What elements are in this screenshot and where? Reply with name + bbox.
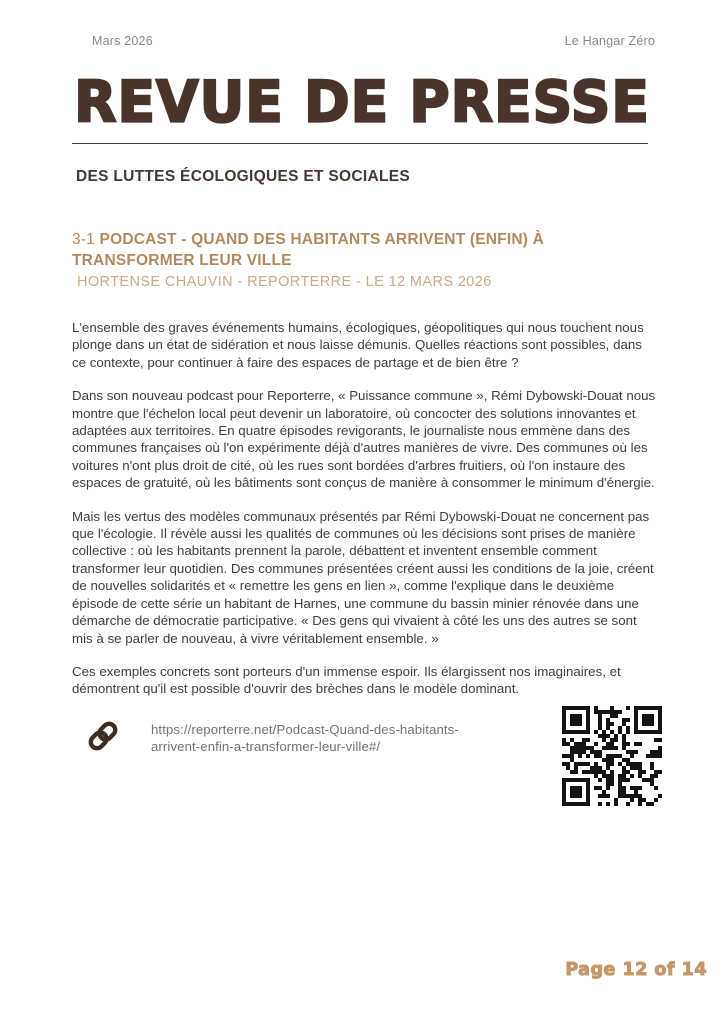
article-number: 3-1	[72, 231, 96, 248]
page-header	[0, 0, 724, 48]
article-url[interactable]	[151, 714, 459, 756]
article-body	[72, 319, 657, 698]
article-title: PODCAST - QUAND DES HABITANTS ARRIVENT (ENFIN) À TRANSFORMER LEUR VILLE	[72, 231, 544, 269]
header-organization: Le Hangar Zéro	[564, 34, 655, 48]
article-url-line2[interactable]: arrivent-enfin-a-transformer-leur-ville#/	[151, 739, 381, 755]
masthead-title: REVUE DE PRESSE	[74, 68, 650, 136]
chain-link-icon	[84, 714, 122, 758]
article-url-line1[interactable]: https://reporterre.net/Podcast-Quand-des-habitants-	[151, 721, 459, 737]
article-heading	[72, 229, 584, 271]
paragraph: L'ensemble des graves événements humains, écologiques, géopolitiques qui nous touchent nous plonge dans un état de sidération et nous laisse démunis. Quelles réactions sont possibles, dans ce contexte, pour continuer à faire des espaces de partage et de bien être ?	[72, 320, 644, 370]
page-number: Page 12 of 14	[565, 960, 707, 980]
paragraph: Dans son nouveau podcast pour Reporterre, « Puissance commune », Rémi Dybowski-Douat nous montre que l'échelon local peut devenir un laboratoire, où concocter des solutions innovantes et adaptées aux territoires. En quatre épisodes revigorants, le journaliste nous emmène dans des communes françaises où l'on expérimente déjà d'autres manières de vivre. Des communes où les voitures n'ont plus droit de cité, où les rues sont bordées d'arbres fruitiers, où l'on instaure des espaces de gratuité, où les bâtiments sont conçus de manière à consommer le minimum d'énergie.	[72, 388, 656, 491]
qr-code	[560, 704, 664, 808]
masthead-tagline: DES LUTTES ÉCOLOGIQUES ET SOCIALES	[76, 168, 411, 185]
paragraph: Ces exemples concrets sont porteurs d'un immense espoir. Ils élargissent nos imaginaires, et démontrent qu'il est possible d'ouvrir des brèches dans le modèle dominant.	[72, 663, 621, 697]
header-date: Mars 2026	[92, 34, 153, 48]
article-byline: HORTENSE CHAUVIN - REPORTERRE - LE 12 MARS 2026	[77, 274, 492, 290]
paragraph: Mais les vertus des modèles communaux présentés par Rémi Dybowski-Douat ne concernent pas que l'écologie. Il révèle aussi les qualités de communes où les décisions sont prises de manière collective : où les habitants prennent la parole, débattent et inventent ensemble comment transformer leur quotidien. Des communes présentées créent aussi les conditions de la joie, créent de nouvelles solidarités et « remettre les gens en lien », comme l'explique dans le deuxième épisode de cette série un habitant de Harnes, une commune du bassin minier rénovée dans une démarche de démocratie participative. « Des gens qui vivaient à côté les uns des autres se sont mis à se parler de nouveau, à vivre véritablement ensemble. »	[72, 508, 654, 646]
masthead-divider	[72, 143, 648, 144]
article-link-row	[84, 714, 514, 758]
